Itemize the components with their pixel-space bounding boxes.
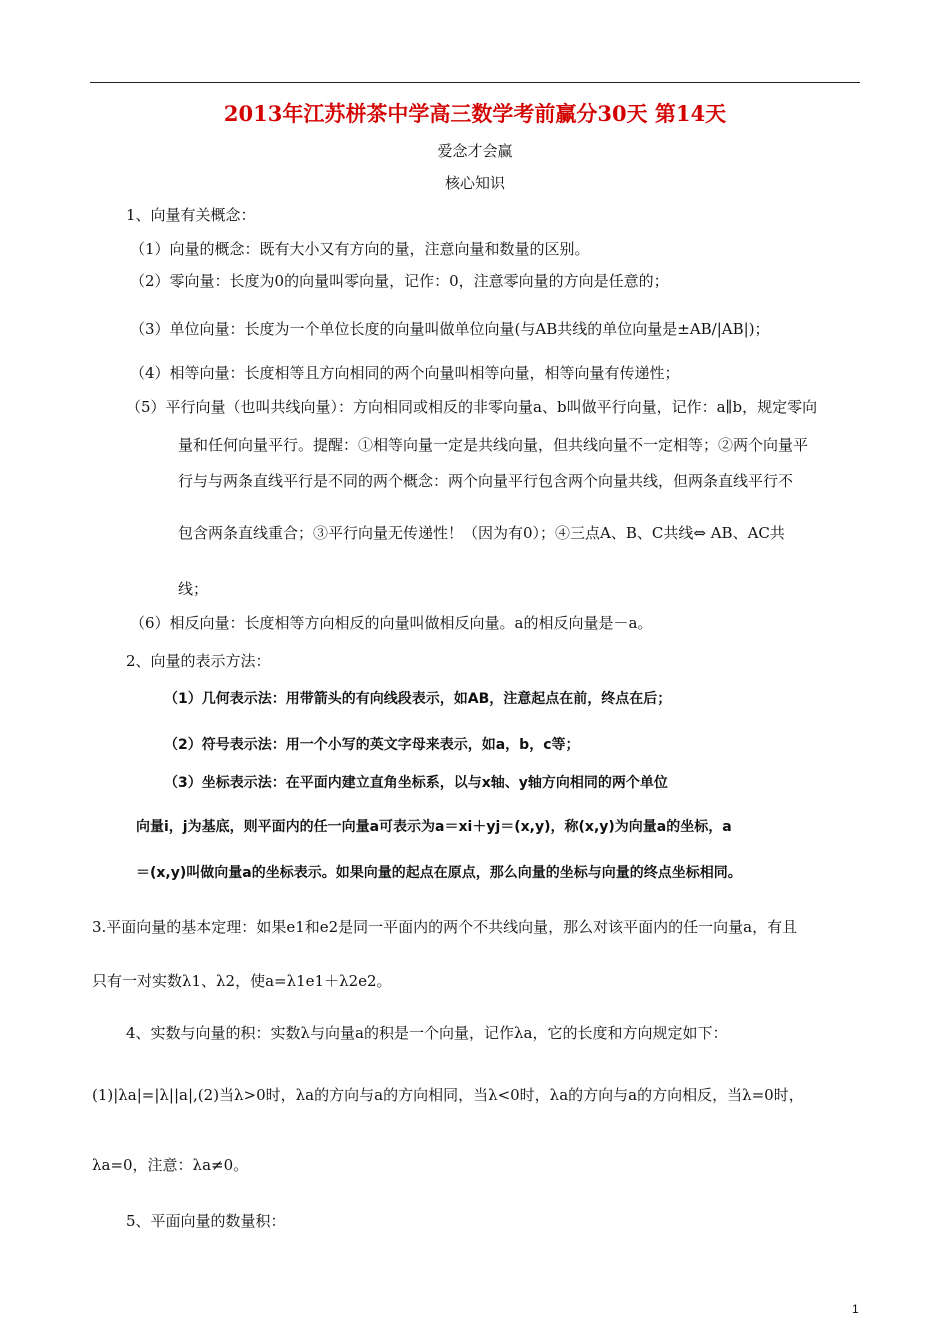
text-line: （4）相等向量：长度相等且方向相同的两个向量叫相等向量，相等向量有传递性； — [130, 364, 680, 382]
text-line: 包含两条直线重合；③平行向量无传递性！（因为有0）；④三点A、B、C共线⇔ AB、AC共 — [178, 524, 785, 542]
document-title: 2013年江苏栟茶中学高三数学考前赢分30天 第14天 — [223, 101, 727, 126]
text-line: 只有一对实数λ1、λ2，使a=λ1e1＋λ2e2。 — [92, 972, 392, 990]
text-line: (1)|λa|=|λ||a|,(2)当λ>0时，λa的方向与a的方向相同，当λ<0时，λa的方向与a的方向相反，当λ=0时， — [92, 1086, 804, 1104]
text-line: 线； — [178, 580, 209, 598]
text-line: （2）零向量：长度为0的向量叫零向量，记作：0，注意零向量的方向是任意的； — [130, 272, 669, 290]
motto: 爱念才会赢 — [437, 142, 513, 160]
text-line: （1）几何表示法：用带箭头的有向线段表示，如AB，注意起点在前，终点在后； — [164, 691, 672, 707]
text-line: ＝(x,y)叫做向量a的坐标表示。如果向量的起点在原点，那么向量的坐标与向量的终点坐标相同。 — [136, 865, 742, 881]
text-line: （3）坐标表示法：在平面内建立直角坐标系，以与x轴、y轴方向相同的两个单位 — [164, 775, 668, 791]
section-heading: 核心知识 — [444, 174, 505, 192]
text-line: 5、平面向量的数量积： — [126, 1212, 286, 1230]
text-line: λa=0，注意：λa≠0。 — [92, 1156, 249, 1174]
page-number: 1 — [852, 1302, 859, 1316]
text-line: 1、向量有关概念： — [126, 206, 256, 224]
text-line: （5）平行向量（也叫共线向量）：方向相同或相反的非零向量a、b叫做平行向量，记作：a∥b，规定零向 — [126, 398, 818, 416]
text-line: （3）单位向量：长度为一个单位长度的向量叫做单位向量(与AB共线的单位向量是±AB/|AB|)； — [130, 320, 770, 338]
text-line: 向量i，j为基底，则平面内的任一向量a可表示为a＝xi＋yj＝(x,y)，称(x,y)为向量a的坐标，a — [136, 819, 732, 835]
header-rule — [90, 82, 860, 83]
text-line: （1）向量的概念：既有大小又有方向的量，注意向量和数量的区别。 — [130, 240, 590, 258]
text-line: （2）符号表示法：用一个小写的英文字母来表示，如a，b，c等； — [164, 737, 580, 753]
text-line: （6）相反向量：长度相等方向相反的向量叫做相反向量。a的相反向量是－a。 — [130, 614, 653, 632]
text-line: 4、实数与向量的积：实数λ与向量a的积是一个向量，记作λa，它的长度和方向规定如下： — [126, 1024, 728, 1042]
text-line: 行与与两条直线平行是不同的两个概念：两个向量平行包含两个向量共线，但两条直线平行不 — [178, 472, 794, 490]
text-line: 3.平面向量的基本定理：如果e1和e2是同一平面内的两个不共线向量，那么对该平面内的任一向量a，有且 — [92, 918, 798, 936]
text-line: 量和任何向量平行。提醒：①相等向量一定是共线向量，但共线向量不一定相等；②两个向量平 — [178, 436, 809, 454]
text-line: 2、向量的表示方法： — [126, 652, 271, 670]
